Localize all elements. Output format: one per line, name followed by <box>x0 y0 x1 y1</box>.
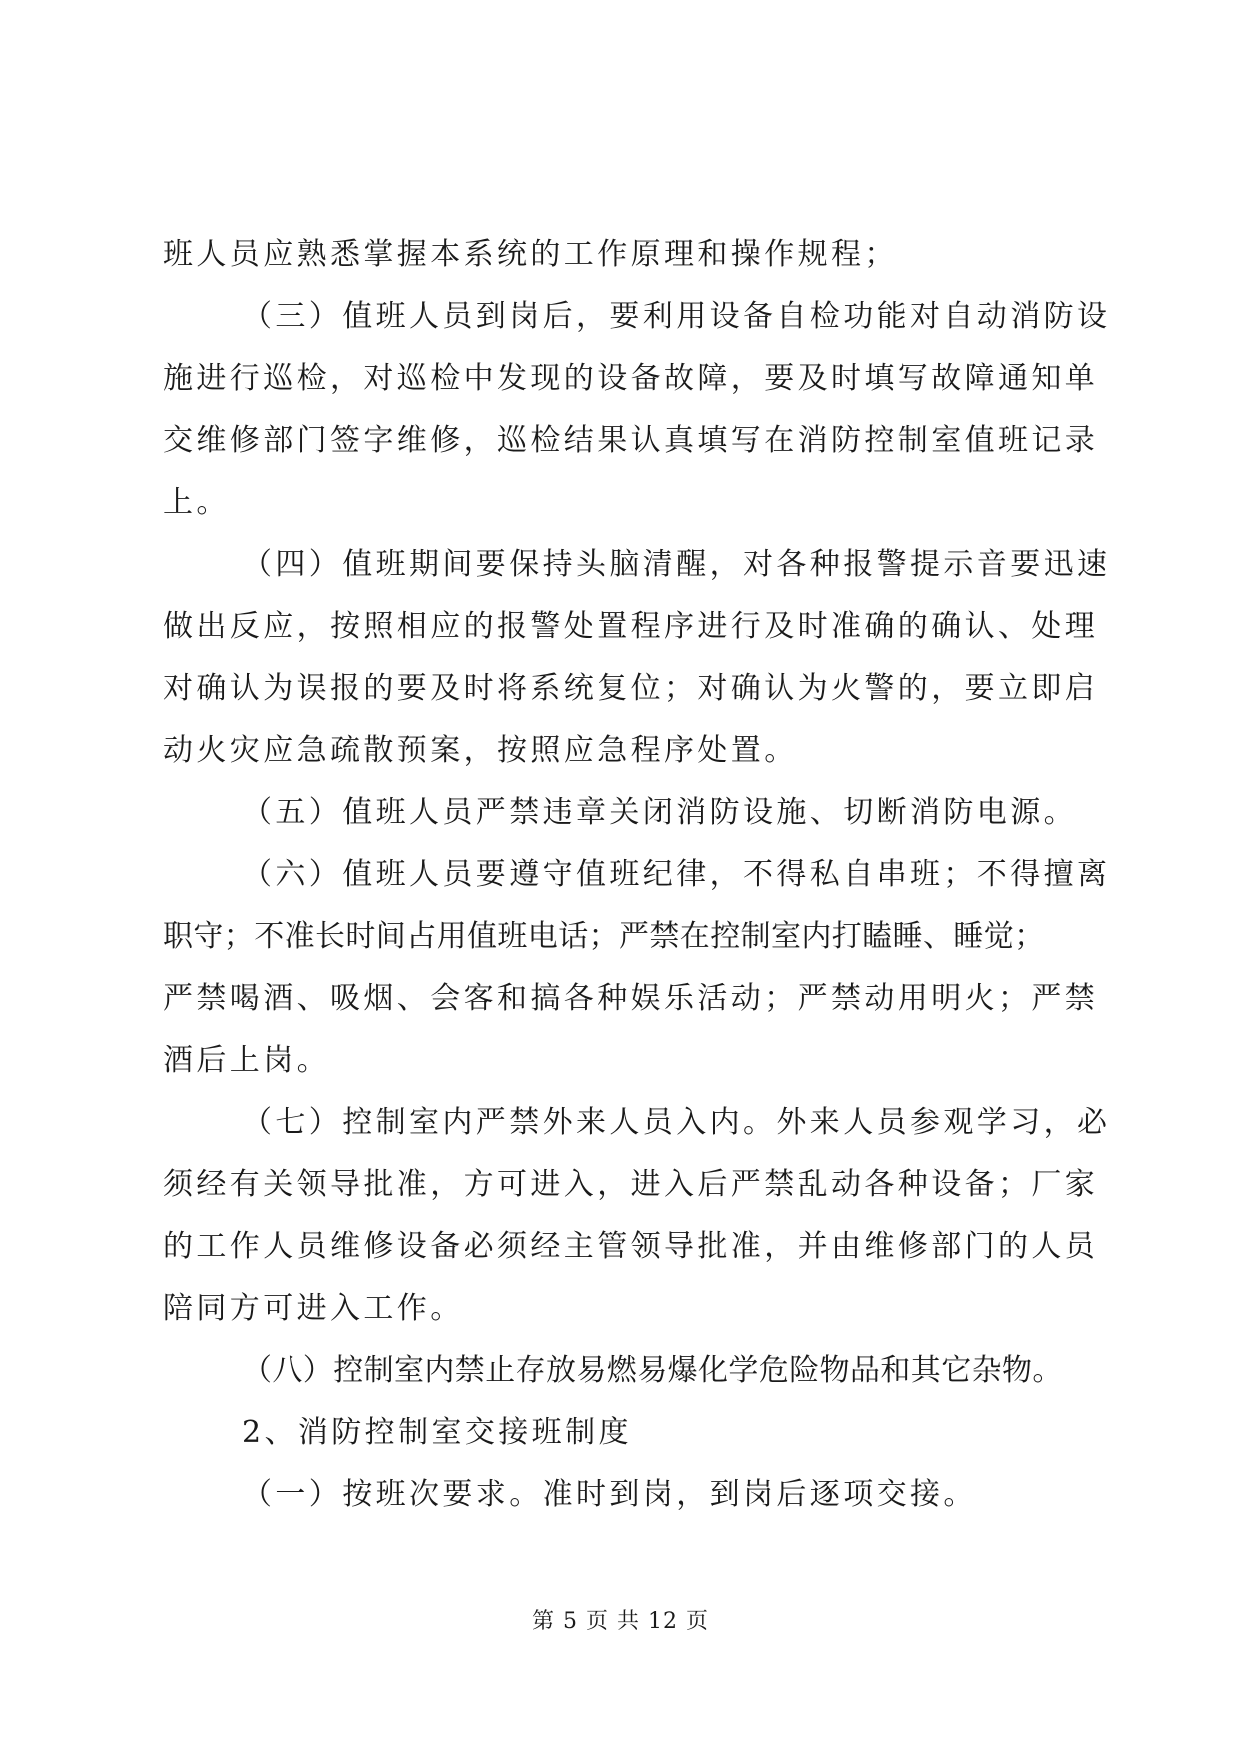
text-line: 酒后上岗。 <box>163 1043 330 1078</box>
text-line: （六）值班人员要遵守值班纪律，不得私自串班；不得擅离 <box>242 857 1111 892</box>
text-line: 班人员应熟悉掌握本系统的工作原理和操作规程； <box>163 237 898 272</box>
text-line: 须经有关领导批准，方可进入，进入后严禁乱动各种设备；厂家 <box>163 1167 1099 1202</box>
text-line: （五）值班人员严禁违章关闭消防设施、切断消防电源。 <box>242 795 1077 830</box>
text-line: 严禁喝酒、吸烟、会客和搞各种娱乐活动；严禁动用明火；严禁 <box>163 981 1099 1016</box>
text-line: （三）值班人员到岗后，要利用设备自检功能对自动消防设 <box>242 299 1111 334</box>
section-heading: 2、消防控制室交接班制度 <box>242 1415 632 1450</box>
text-line: 陪同方可进入工作。 <box>163 1291 464 1326</box>
text-line: 上。 <box>163 485 230 520</box>
text-line: （七）控制室内严禁外来人员入内。外来人员参观学习，必 <box>242 1105 1111 1140</box>
text-line: （四）值班期间要保持头脑清醒，对各种报警提示音要迅速 <box>242 547 1111 582</box>
body-text <box>163 224 1111 1526</box>
page-number-footer: 第 5 页 共 12 页 <box>532 1609 709 1634</box>
text-line: （八）控制室内禁止存放易燃易爆化学危险物品和其它杂物。 <box>242 1353 1063 1388</box>
text-line: 对确认为误报的要及时将系统复位；对确认为火警的，要立即启 <box>163 671 1099 706</box>
text-line: （一）按班次要求。准时到岗，到岗后逐项交接。 <box>242 1477 977 1512</box>
text-line: 交维修部门签字维修，巡检结果认真填写在消防控制室值班记录 <box>163 423 1099 458</box>
text-line: 职守；不准长时间占用值班电话；严禁在控制室内打瞌睡、睡觉； <box>163 919 1045 954</box>
text-line: 做出反应，按照相应的报警处置程序进行及时准确的确认、处理 <box>163 609 1099 644</box>
text-line: 的工作人员维修设备必须经主管领导批准，并由维修部门的人员 <box>163 1229 1099 1264</box>
text-line: 动火灾应急疏散预案，按照应急程序处置。 <box>163 733 798 768</box>
text-line: 施进行巡检，对巡检中发现的设备故障，要及时填写故障通知单 <box>163 361 1099 396</box>
